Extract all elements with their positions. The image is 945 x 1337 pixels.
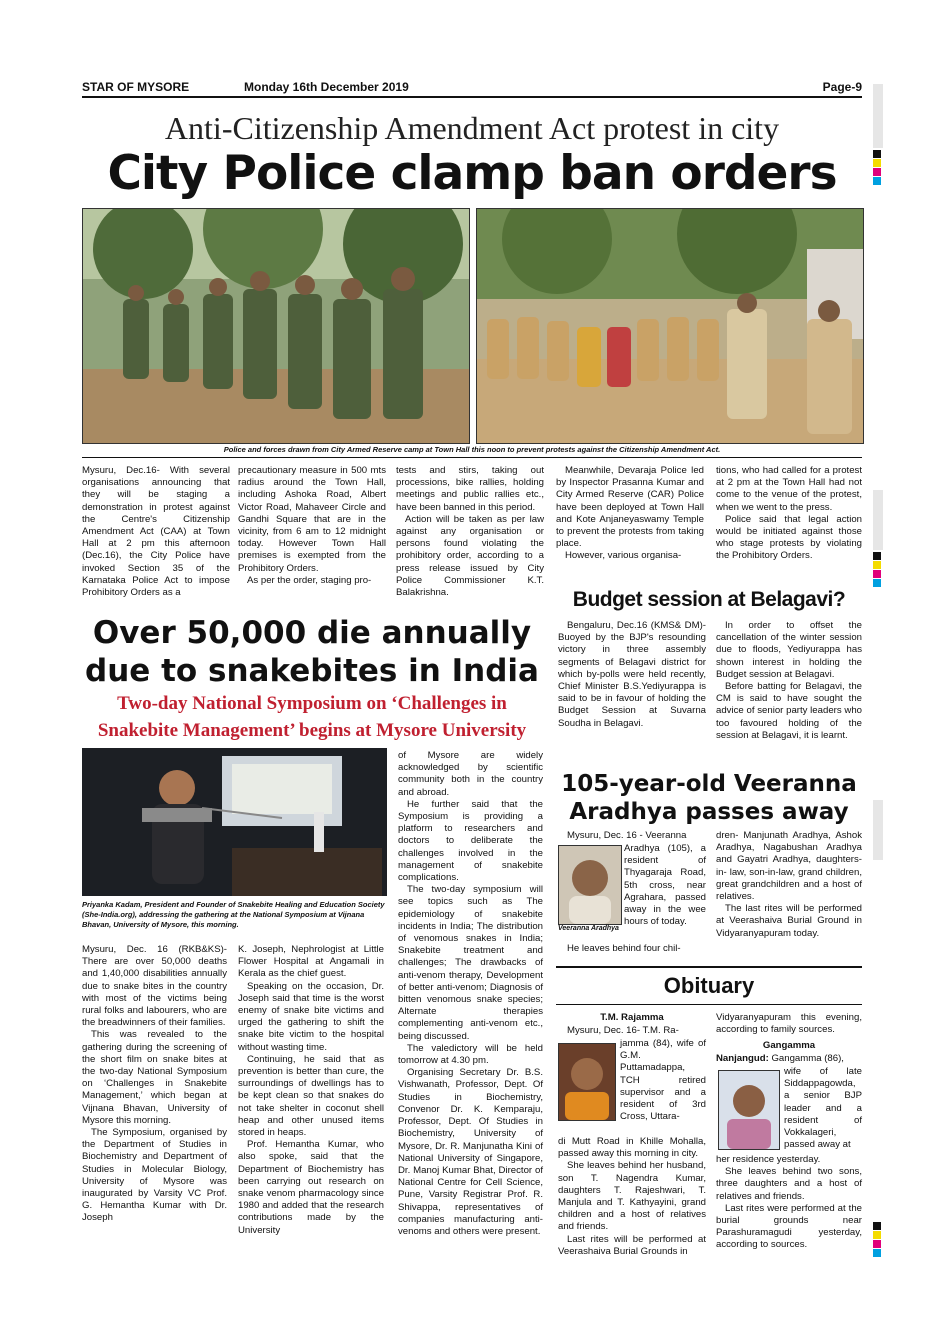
obituary-text: Mysuru, Dec. 16- T.M. Ra- xyxy=(567,1025,679,1036)
lead-headline: City Police clamp ban orders xyxy=(107,146,837,201)
snakebite-headline-line: due to snakebites in India xyxy=(85,653,539,689)
lead-text: tests and stirs, taking out processions, bike rallies, holding meetings and public rallies etc., have been banned in this period. xyxy=(396,465,544,513)
masthead-rule xyxy=(82,96,862,98)
lead-text: Police said that legal action would be initiated against those who stage protests by violating the Prohibitory Orders. xyxy=(716,513,862,562)
snakebite-text: Prof. Hemantha Kumar, who also spoke, said that the Department of Biochemistry has been carrying out research on snake venom pharmacology since 1980 and added that the research contributions made by the University xyxy=(238,1139,384,1236)
rajamma-photo xyxy=(558,1043,616,1121)
obituary-1-body xyxy=(558,1136,706,1258)
veeranna-photo xyxy=(558,845,622,925)
obituary-text: wife of late Siddappagowda, a senior BJP leader and a resident of Vokkalageri, passed away at xyxy=(784,1066,862,1151)
snakebite-text: The Symposium, organised by the Department of Studies in Biochemistry and Department of Studies in Molecular Biology, University of Mysore was inaugurated by Varsity VC Prof. G. Hemantha Kumar with Dr. Joseph xyxy=(82,1127,227,1224)
veeranna-headline-line: Aradhya passes away xyxy=(569,799,849,825)
color-registration-bar-lower xyxy=(873,800,885,860)
budget-text: Bengaluru, Dec.16 (KMS& DM)- Buoyed by the BJP's resounding victory in three assembly segments of Belagavi district for which by-polls were held recently, Chief Minister B.S.Yediyurappa is said to be in favour of holding the Budget Session at Suvarna Soudha in Belagavi. xyxy=(558,620,706,729)
snakebite-text: Mysuru, Dec. 16 (RKB&KS)- There are over 50,000 deaths and 1,40,000 disabilities annually due to snake bites in the country with most of the victims being rural folks and labourers, who are the breadwinners of their families. xyxy=(82,944,227,1029)
obituary-2-top xyxy=(716,1053,862,1065)
obituary-text: jamma (84), wife of G.M. Puttamadappa, TCH retired supervisor and a resident of 3rd Cross, Uttara- xyxy=(620,1038,706,1123)
snakebite-text: of Mysore are widely acknowledged by scientific community both in the country and abroad. xyxy=(398,750,543,798)
snakebite-text: Continuing, he said that as prevention is better than cure, the surroundings of dwellings has to be kept clean so that snakes do not take shelter in coconut shell heap and other unused items stored in heaps. xyxy=(238,1053,384,1139)
obituary-heading: Obituary xyxy=(663,973,755,998)
caption-rule xyxy=(82,457,862,458)
obituary-text: She leaves behind two sons, three daughters and a host of relatives and friends. xyxy=(716,1166,862,1202)
snakebite-column-1 xyxy=(82,944,227,1225)
snakebite-text: The valedictory will be held tomorrow at 4.30 pm. xyxy=(398,1042,543,1067)
lead-text: As per the order, staging pro- xyxy=(247,574,372,586)
lead-column-5 xyxy=(716,465,862,563)
veeranna-text: He leaves behind four chil- xyxy=(567,943,681,954)
obituary-place: Nanjangud: xyxy=(716,1053,769,1064)
veeranna-text: Mysuru, Dec. 16 - Veeranna xyxy=(567,830,687,841)
obituary-text: Last rites will be performed at Veerashaiva Burial Grounds in xyxy=(558,1233,706,1257)
lead-text: tions, who had called for a protest at 2 pm at the Town Hall had not come to the venue of the protest, when we went to the press. xyxy=(716,465,862,513)
lead-text: Action will be taken as per law against any organisation or persons found violating the prohibitory order, according to a press release issued by City Police Commissioner K.T. Balakrishna. xyxy=(396,513,544,599)
lead-text: precautionary measure in 500 mts radius around the Town Hall, including Ashoka Road, Albert Victor Road, Mahaveer Circle and Gandhi Square that are in the vicinity, from 6 am to 12 midnight today. However Town Hall premises is exempted from the Prohibitory Orders. xyxy=(238,465,386,574)
snakebite-subheadline-line: Snakebite Management’ begins at Mysore University xyxy=(97,720,527,741)
symposium-photo-caption: Priyanka Kadam, President and Founder of Snakebite Healing and Education Society (She-India.org), addressing the gathering at the National Symposium at Vijnana Bhavan, University of Mysore, this morning. xyxy=(82,900,385,929)
page-number: Page-9 xyxy=(822,80,862,94)
symposium-speaker-photo xyxy=(82,748,387,896)
snakebite-headline-line: Over 50,000 die annually xyxy=(92,615,532,651)
lead-text: Mysuru, Dec.16- With several organisations announcing that they will be staging a demonstration in protest against the Centre's Citizenship Amendment Act (CAA) at Town Hall at 2 pm this afternoon (Dec.16), the City Police have invoked Section 35 of the Karnataka Police Act to impose Prohibitory Orders as a xyxy=(82,465,230,599)
snakebite-text: This was revealed to the gathering during the screening of the short film on snake bites at the two-day National Symposium on ‘Challenges in Snakebite Management,’ which began at Vijnana Bhavan, University of Mysore this morning. xyxy=(82,1029,227,1126)
veeranna-text: Aradhya (105), a resident of Thyagaraja Road, 5th cross, near Agrahara, passed away in the wee hours of today. xyxy=(624,843,706,928)
veeranna-column-1-bottom xyxy=(558,943,706,955)
lead-text: However, various organisa- xyxy=(565,550,682,562)
color-registration-bar xyxy=(873,84,885,186)
color-registration-bar-bottom xyxy=(873,1222,885,1258)
snakebite-text: He further said that the Symposium is providing a platform to researchers and doctors to deliberate the challenges involved in the management of snakebite complications. xyxy=(398,798,543,884)
obituary-text: di Mutt Road in Khille Mohalla, passed away this morning in city. xyxy=(558,1136,706,1160)
lead-column-3 xyxy=(396,465,544,599)
veeranna-column-1 xyxy=(558,830,706,842)
obituary-text: Vidyaranyapuram this evening, according to family sources. xyxy=(716,1012,862,1036)
snakebite-column-3 xyxy=(398,750,543,1238)
lead-photo-caption: Police and forces drawn from City Armed Reserve camp at Town Hall this noon to prevent protests against the Citizenship Amendment Act. xyxy=(223,445,721,454)
snakebite-text: Organising Secretary Dr. B.S. Vishwanath, Professor, Dept. Of Studies in Biochemistry, Convenor Dr. K. Kemparaju, Professor, Dept. Of Studies in Biochemistry, University of Mysore, Dr. R. Manjunatha Kini of National University of Singapore, Dr. Manoj Kumar Bhat, Director of National Centre for Cell Science, Pune, Varsity Registrar Prof. R. Shivappa, representatives of companies manufacturing anti-venoms and others were present. xyxy=(398,1067,543,1237)
obituary-text: Gangamma (86), xyxy=(771,1053,844,1064)
obituary-2-name: Gangamma xyxy=(762,1040,816,1051)
veeranna-headline-line: 105-year-old Veeranna xyxy=(561,771,857,797)
snakebite-subheadline-line: Two-day National Symposium on ‘Challenges in xyxy=(117,693,507,714)
lead-column-2 xyxy=(238,465,386,587)
budget-column-1 xyxy=(558,620,706,730)
obituary-1-side xyxy=(620,1038,706,1123)
veeranna-photo-caption: Veeranna Aradhya xyxy=(558,925,619,932)
snakebite-text: The two-day symposium will see topics such as The epidemiology of snakebite incidents in India; The distribution of venomous snakes in India; Snakebite treatment and challenges; The drawbacks of anti-venom therapy, Development of better anti-venom; Diagnosis of bitten venomous snake species; Alternate therapies complementing anti-venom etc., being discussed. xyxy=(398,884,543,1042)
obituary-text: Last rites were performed at the burial grounds near Parashuramagudi yesterday, according to sources. xyxy=(716,1202,862,1251)
obituary-banner xyxy=(556,966,862,1005)
police-gathering-photo xyxy=(476,208,864,444)
budget-text: Before batting for Belagavi, the CM is said to have sought the advice of senior party leaders who too favoured holding of the session at Belagavi, it is learnt. xyxy=(716,681,862,741)
veeranna-text: The last rites will be performed at Veerashaiva Burial Ground in Vidyaranyapuram today. xyxy=(716,903,862,939)
obituary-1-name: T.M. Rajamma xyxy=(600,1012,664,1023)
veeranna-side-text xyxy=(624,843,706,928)
snakebite-subheadline xyxy=(82,690,542,744)
color-registration-bar-mid xyxy=(873,490,885,588)
veeranna-text: dren- Manjunath Aradhya, Ashok Aradhya, Nagabushan Aradhya and Gayatri Aradhya, daughters- in- law, son-in-law, grand children, great grandchildren and a host of relatives. xyxy=(716,830,862,903)
budget-column-2 xyxy=(716,620,862,742)
snakebite-text: Speaking on the occasion, Dr. Joseph said that time is the worst enemy of snake bite victims and urged the gathering to shift the snake bite victim to the hospital without wasting time. xyxy=(238,980,384,1053)
snakebite-column-2 xyxy=(238,944,384,1237)
obituary-text: She leaves behind her husband, son T. Nagendra Kumar, daughters T. Rajeshwari, T. Manjula and T. Kathyayini, grand children and a host of relatives and friends. xyxy=(558,1160,706,1233)
lead-text: Meanwhile, Devaraja Police led by Inspector Prasanna Kumar and City Armed Reserve (CAR) Police have been deployed at Town Hall and Kote Anjaneyaswamy Temple to prevent the protests from taking place. xyxy=(556,465,704,550)
lead-kicker: Anti-Citizenship Amendment Act protest in city xyxy=(164,110,780,146)
gangamma-photo xyxy=(718,1070,780,1150)
veeranna-headline xyxy=(556,770,862,826)
lead-column-1 xyxy=(82,465,230,599)
veeranna-column-2 xyxy=(716,830,862,940)
obituary-1-top xyxy=(558,1025,706,1037)
snakebite-headline xyxy=(82,614,542,690)
newspaper-name: STAR OF MYSORE xyxy=(82,80,190,94)
obituary-2-body xyxy=(716,1154,862,1252)
obituary-2-side xyxy=(784,1066,862,1151)
lead-column-4 xyxy=(556,465,704,563)
obituary-1-continued xyxy=(716,1012,862,1036)
obituary-text: her residence yesterday. xyxy=(716,1154,821,1165)
budget-headline: Budget session at Belagavi? xyxy=(572,588,846,611)
issue-date: Monday 16th December 2019 xyxy=(244,80,409,94)
masthead xyxy=(82,80,862,96)
army-march-photo xyxy=(82,208,470,444)
budget-text: In order to offset the cancellation of the winter session due to floods, Yediyurappa has shown interest in holding the Budget session at Belagavi. xyxy=(716,620,862,680)
snakebite-text: K. Joseph, Nephrologist at Little Flower Hospital at Angamali in Kerala as the chief guest. xyxy=(238,944,384,980)
